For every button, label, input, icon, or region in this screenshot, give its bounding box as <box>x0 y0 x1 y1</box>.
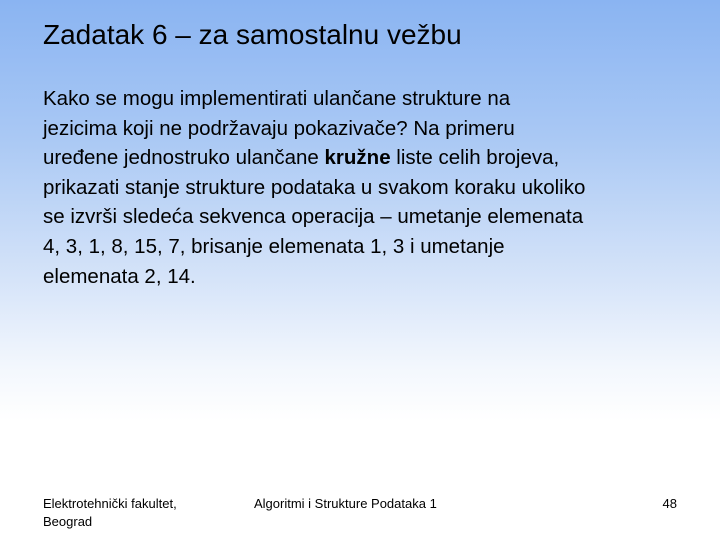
footer-course-name: Algoritmi i Strukture Podataka 1 <box>254 496 437 511</box>
footer-institution <box>43 495 213 531</box>
body-line-3-start: uređene jednostruko ulančane <box>43 146 325 170</box>
emphasis-word: kružne <box>324 146 391 170</box>
body-line-2: jezicima koji ne podržavaju pokazivače? Na primeru <box>43 116 515 140</box>
body-line-6: 4, 3, 1, 8, 15, 7, brisanje elemenata 1, 3 i umetanje <box>43 234 505 258</box>
body-line-7: elemenata 2, 14. <box>43 264 196 288</box>
body-line-3 <box>43 143 707 173</box>
body-line-5: se izvrši sledeća sekvenca operacija – umetanje elemenata <box>43 205 584 229</box>
body-line-3-end: liste celih brojeva, <box>390 146 560 170</box>
body-line-1: Kako se mogu implementirati ulančane strukture na <box>43 87 511 110</box>
footer-page-number: 48 <box>662 496 677 511</box>
footer-institution-line-2: Beograd <box>43 514 93 529</box>
footer-institution-line-1: Elektrotehnički fakultet, <box>43 496 177 511</box>
slide-title: Zadatak 6 – za samostalnu vežbu <box>43 19 462 50</box>
slide-body-text <box>43 84 707 291</box>
body-line-4: prikazati stanje strukture podataka u svakom koraku ukoliko <box>43 175 586 199</box>
